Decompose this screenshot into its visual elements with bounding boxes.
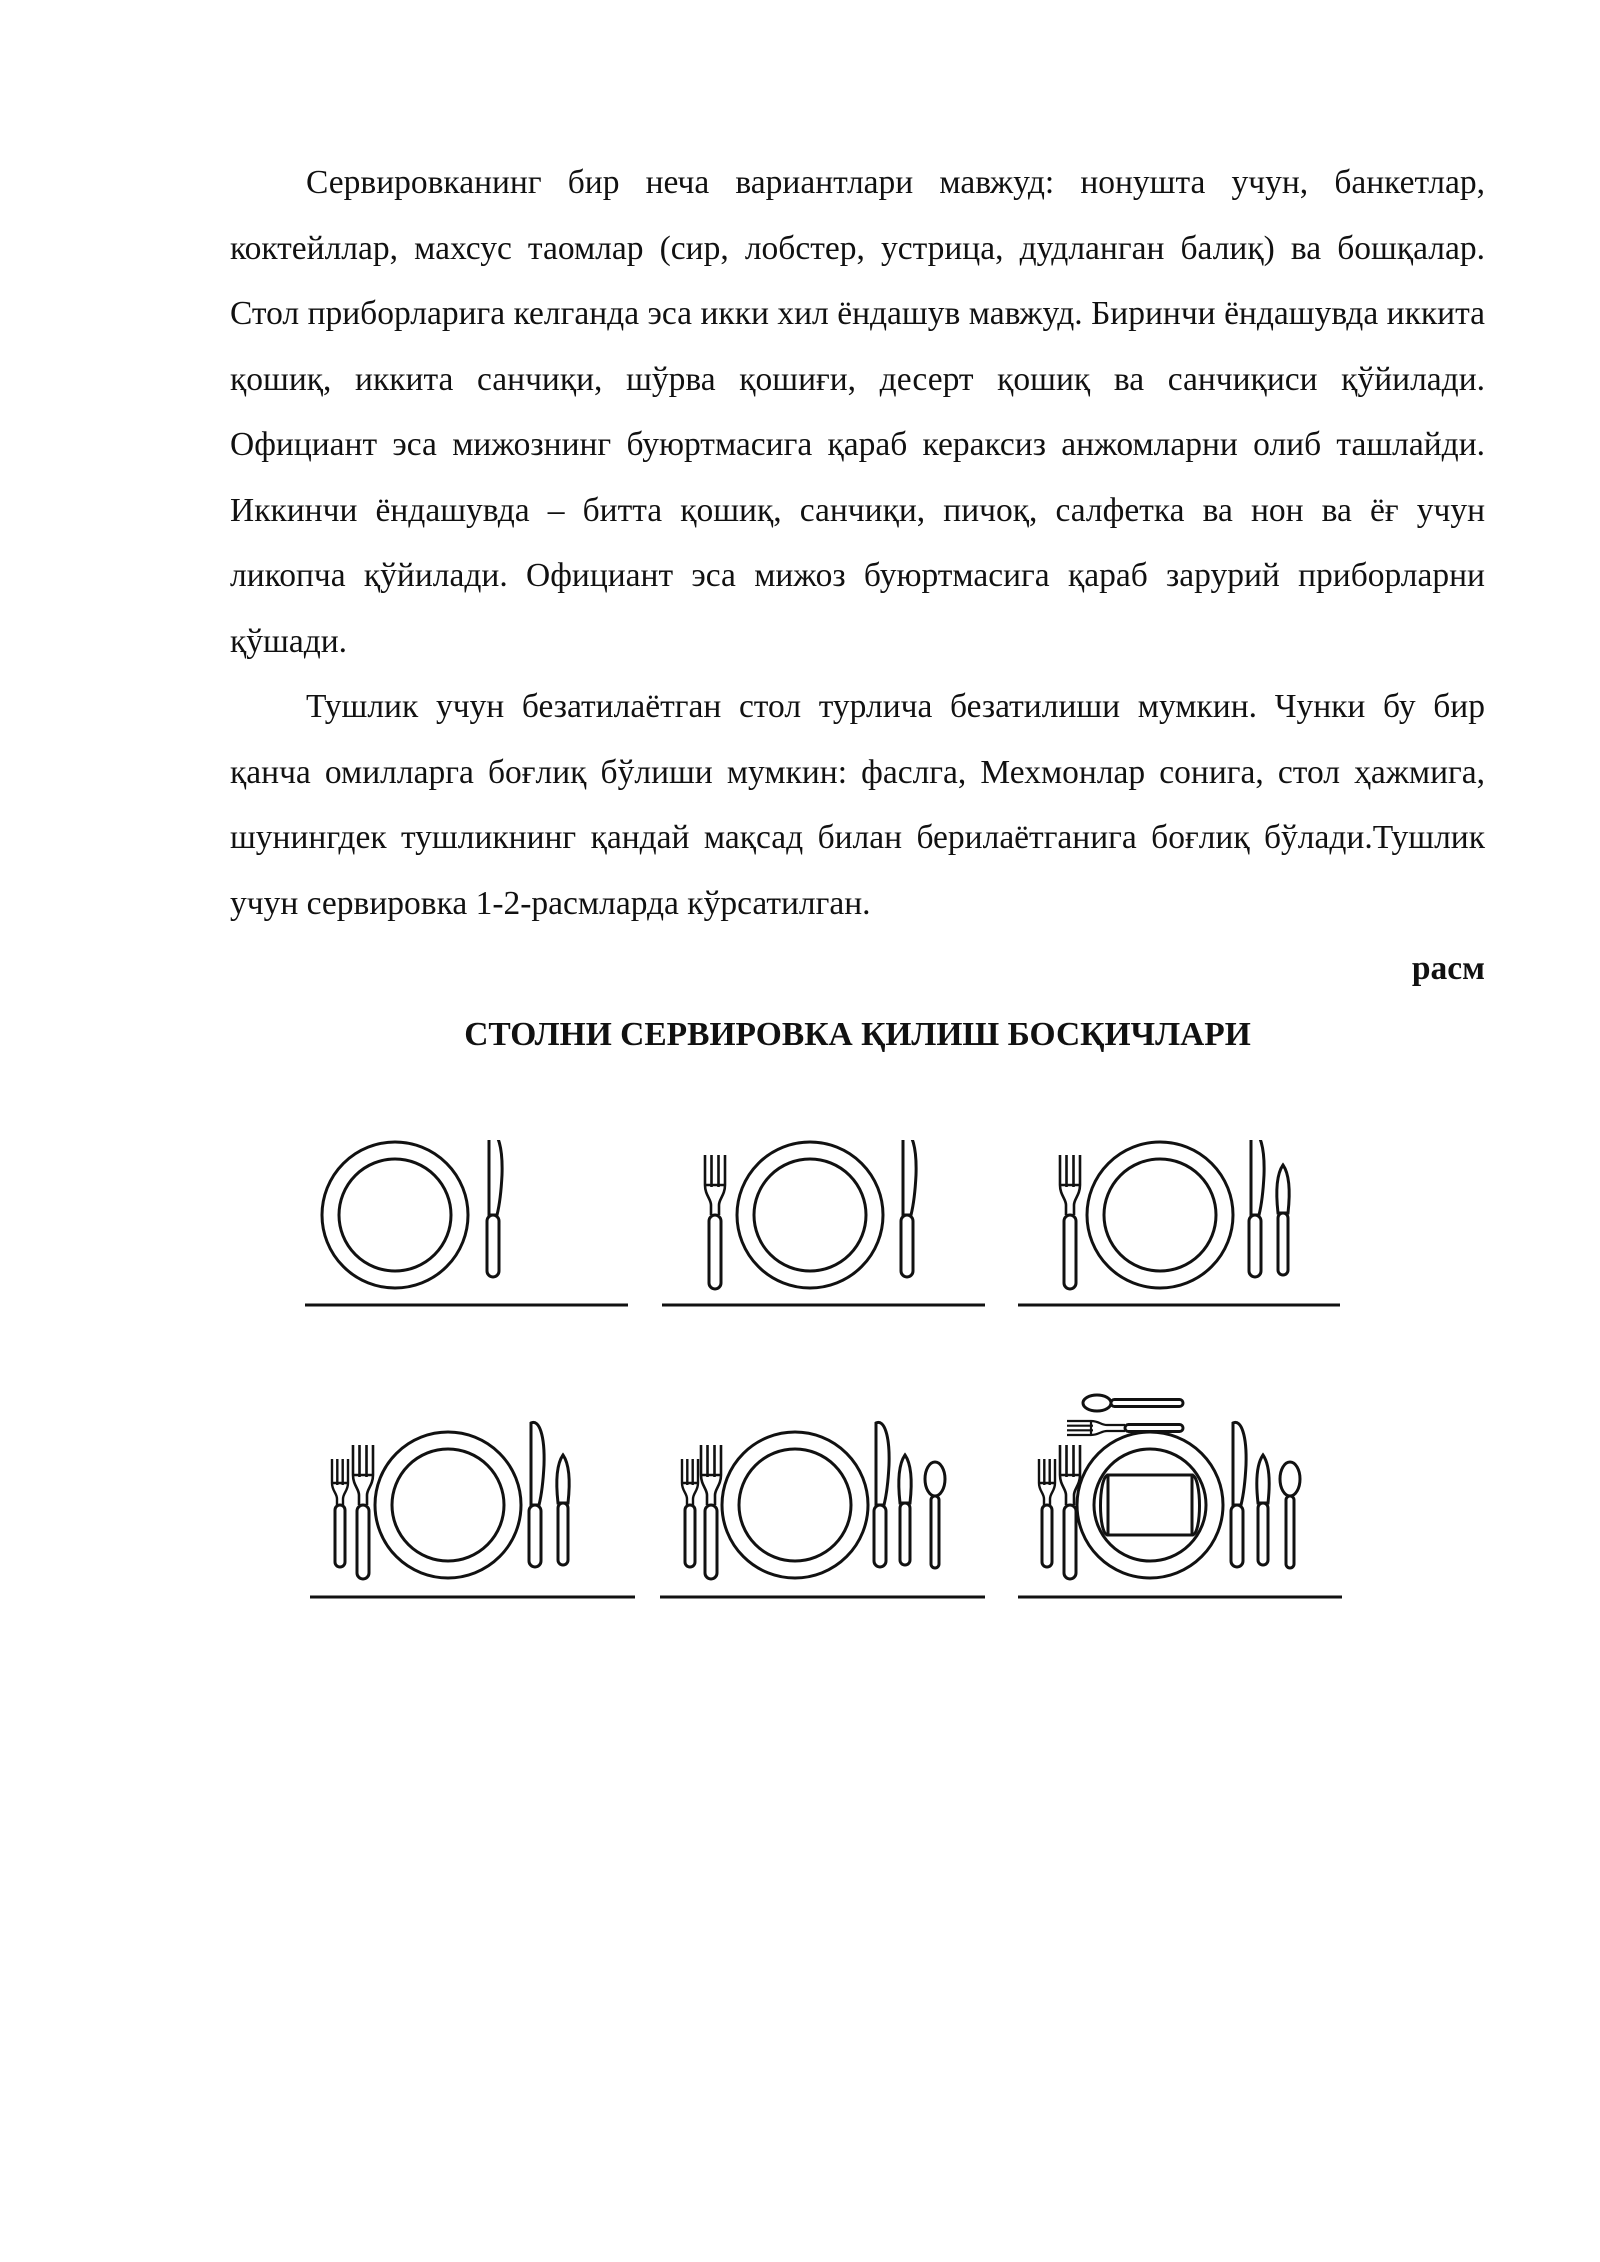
paragraph-2: Тушлик учун безатилаётган стол турлича безатилиши мумкин. Чунки бу бир қанча омилларга боғлиқ бўлиши мумкин: фаслга, Мехмонлар сонига, стол ҳажмига, шунингдек тушликнинг қандай мақсад билан берилаётганига боғлиқ бўлади.Тушлик учун сервировка 1-2-расмларда кўрсатилган. [230, 688, 1485, 922]
knife-icon [874, 1422, 889, 1567]
butter-knife-icon [557, 1455, 569, 1565]
section-heading: СТОЛНИ СЕРВИРОВКА ҚИЛИШ БОСҚИЧЛАРИ [464, 1015, 1251, 1053]
setting-step-4 [310, 1422, 635, 1597]
butter-knife-icon [1277, 1165, 1289, 1275]
fork-icon [701, 1445, 721, 1579]
fork-icon [705, 1155, 725, 1289]
paragraph-1: Сервировканинг бир неча вариантлари мавжуд: нонушта учун, банкетлар, коктейллар, махсус таомлар (сир, лобстер, устрица, дудланган балиқ) ва бошқалар. Стол приборларига келганда эса икки хил ёндашув мавжуд. Биринчи ёндашувда иккита қошиқ, иккита санчиқи, шўрва қошиғи, десерт қошиқ ва санчиқиси қўйилади. Официант эса мижознинг буюртмасига қараб кераксиз анжомларни олиб ташлайди. Иккинчи ёндашувда – битта қошиқ, санчиқи, пичоқ, салфетка ва нон ва ёғ учун ликопча қўйилади. Официант эса мижоз буюртмасига қараб зарурий приборларни қўшади. [230, 164, 1485, 660]
document-body [230, 150, 1485, 1067]
setting-step-6 [1018, 1395, 1342, 1597]
plate-icon [375, 1432, 521, 1578]
spoon-icon [925, 1462, 945, 1568]
butter-knife-icon [899, 1455, 911, 1565]
setting-step-3 [1018, 1140, 1340, 1305]
setting-step-2 [662, 1140, 985, 1305]
plate-icon [322, 1142, 468, 1288]
figure-label: расм [1411, 950, 1485, 987]
fork-icon [353, 1445, 373, 1579]
knife-icon [1249, 1140, 1264, 1277]
fork-icon [1060, 1155, 1080, 1289]
butter-knife-icon [1257, 1455, 1269, 1565]
plate-icon [722, 1432, 868, 1578]
small-fork-icon [332, 1459, 348, 1567]
knife-icon [487, 1140, 502, 1277]
setting-step-1 [305, 1140, 628, 1305]
spoon-icon [1280, 1462, 1300, 1568]
knife-icon [1231, 1422, 1246, 1567]
small-fork-icon [682, 1459, 698, 1567]
table-setting-illustration [290, 1140, 1370, 1660]
small-fork-icon [1039, 1459, 1055, 1567]
plate-icon [1087, 1142, 1233, 1288]
plate-icon [737, 1142, 883, 1288]
knife-icon [901, 1140, 916, 1277]
knife-icon [529, 1422, 544, 1567]
setting-step-5 [660, 1422, 985, 1597]
table-setting-figure [290, 1140, 1370, 1660]
dessert-spoon-icon [1083, 1395, 1183, 1411]
napkin-icon [1101, 1475, 1200, 1535]
